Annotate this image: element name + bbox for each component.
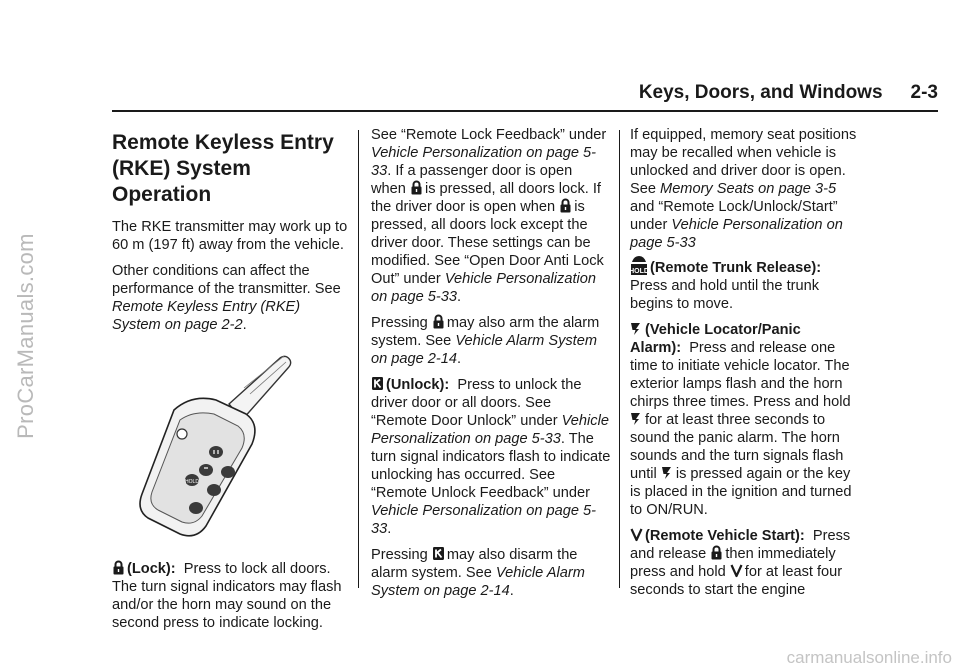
- unlock-text: Press to unlock the driver door or all doors. See “Remote Door Unlock” under: [371, 377, 582, 429]
- lock-feedback-text: See “Remote Lock Feedback” under: [371, 127, 607, 143]
- trunk-release-icon: [630, 254, 648, 276]
- disarm-alarm-paragraph: [371, 546, 611, 600]
- start-hold-text: then immediately press and hold: [630, 546, 836, 580]
- trunk-release-label: (Remote Trunk Release):: [650, 260, 822, 276]
- trunk-release-text: Press and hold until the trunk begins to move.: [630, 278, 820, 312]
- section-title: Keys, Doors, and Windows: [638, 82, 883, 103]
- panic-stop-text: is pressed again or the key is placed in the ignition and turned to ON/RUN.: [630, 466, 852, 518]
- watermark-left: [6, 0, 46, 672]
- lock-paragraph: [112, 560, 350, 632]
- period: .: [387, 521, 392, 537]
- column-3: [630, 126, 862, 607]
- memory-seats-reference: Memory Seats on page 3-5: [660, 181, 837, 197]
- svg-text:HOLD: HOLD: [185, 479, 199, 485]
- lock-icon: [410, 180, 423, 195]
- pressing-text: Pressing: [371, 547, 432, 563]
- vehicle-alarm-reference: Vehicle Alarm System on page 2-14: [371, 333, 598, 367]
- start-duration-text: for at least four seconds to start the engine: [630, 564, 843, 598]
- remote-start-icon: [730, 563, 743, 578]
- trunk-release-paragraph: [630, 254, 862, 313]
- column-divider-1: [358, 130, 359, 588]
- header-divider: [112, 110, 938, 112]
- start-press-text: Press and release: [630, 528, 851, 562]
- vehicle-personalization-reference: Vehicle Personalization on page 5-33: [371, 503, 596, 537]
- lock-label: (Lock):: [127, 561, 176, 577]
- rke-system-reference: Remote Keyless Entry (RKE) System on page 2-2: [112, 299, 301, 333]
- conditions-paragraph: [112, 262, 350, 334]
- vehicle-personalization-reference: Vehicle Personalization on page 5-33: [371, 145, 596, 179]
- column-divider-2: [619, 130, 620, 588]
- section-heading: Remote Keyless Entry (RKE) System Operation: [112, 131, 334, 206]
- vehicle-personalization-reference: Vehicle Personalization on page 5-33: [630, 217, 843, 251]
- panic-alarm-label: (Vehicle Locator/Panic Alarm):: [630, 322, 801, 356]
- remote-start-text: and “Remote Lock/Unlock/Start” under: [630, 199, 838, 233]
- lock-icon: [432, 314, 445, 329]
- unlock-icon: [432, 546, 445, 561]
- arm-alarm-text: may also arm the alarm system. See: [371, 315, 600, 349]
- settings-text: is pressed, all doors lock except the driver door. These settings can be modified. See “Open Door Anti Lock Out” under: [371, 199, 604, 287]
- memory-seat-text: If equipped, memory seat positions may be recalled when vehicle is unlocked and driver door is open. See: [630, 127, 857, 197]
- conditions-text: Other conditions can affect the performance of the transmitter. See: [112, 263, 341, 297]
- vehicle-personalization-reference: Vehicle Personalization on page 5-33: [371, 413, 609, 447]
- lock-feedback-paragraph: [371, 126, 611, 306]
- unlock-paragraph: [371, 376, 611, 538]
- pressing-text: Pressing: [371, 315, 432, 331]
- vehicle-personalization-reference: Vehicle Personalization on page 5-33: [371, 271, 596, 305]
- period: .: [457, 351, 462, 367]
- page-number: 2-3: [910, 82, 938, 103]
- unlock-icon: [371, 376, 384, 391]
- period: .: [509, 583, 514, 599]
- remote-start-paragraph: [630, 527, 862, 599]
- vehicle-locator-text: Press and release one time to initiate vehicle locator. The exterior lamps flash and the horn chirps three times. Press and hold: [630, 340, 851, 410]
- page-header: [639, 82, 938, 104]
- panic-alarm-icon: [661, 465, 674, 480]
- period: .: [457, 289, 462, 305]
- disarm-alarm-text: may also disarm the alarm system. See: [371, 547, 578, 581]
- column-1: [112, 118, 350, 640]
- lock-icon: [112, 560, 125, 575]
- memory-seat-paragraph: [630, 126, 862, 252]
- watermark-bottom: carmanualsonline.info: [786, 648, 952, 667]
- vehicle-alarm-reference: Vehicle Alarm System on page 2-14: [371, 565, 585, 599]
- panic-alarm-icon: [630, 321, 643, 336]
- conditions-end: .: [242, 317, 247, 333]
- key-fob-illustration: [134, 348, 294, 542]
- panic-alarm-icon: [630, 411, 643, 426]
- driver-door-text: is pressed, all doors lock. If the driver door is open when: [371, 181, 601, 215]
- lock-text: Press to lock all doors. The turn signal indicators may flash and/or the horn may sound on the second press to indicate locking.: [112, 561, 342, 631]
- column-2: [371, 126, 611, 608]
- panic-sound-text: for at least three seconds to sound the panic alarm. The horn sounds and the turn signals flash until: [630, 412, 844, 482]
- panic-alarm-paragraph: [630, 321, 862, 519]
- passenger-door-text: . If a passenger door is open when: [371, 163, 573, 197]
- range-paragraph: The RKE transmitter may work up to 60 m (197 ft) away from the vehicle.: [112, 219, 348, 253]
- lock-icon: [710, 545, 723, 560]
- arm-alarm-paragraph: [371, 314, 611, 368]
- unlock-feedback-text: . The turn signal indicators flash to indicate unlocking has occurred. See “Remote Unlock Feedback” under: [371, 431, 611, 501]
- remote-start-icon: [630, 527, 643, 542]
- watermark-left-text: ProCarManuals.com: [13, 233, 38, 439]
- remote-start-label: (Remote Vehicle Start):: [645, 528, 805, 544]
- lock-icon: [559, 198, 572, 213]
- unlock-label: (Unlock):: [386, 377, 450, 393]
